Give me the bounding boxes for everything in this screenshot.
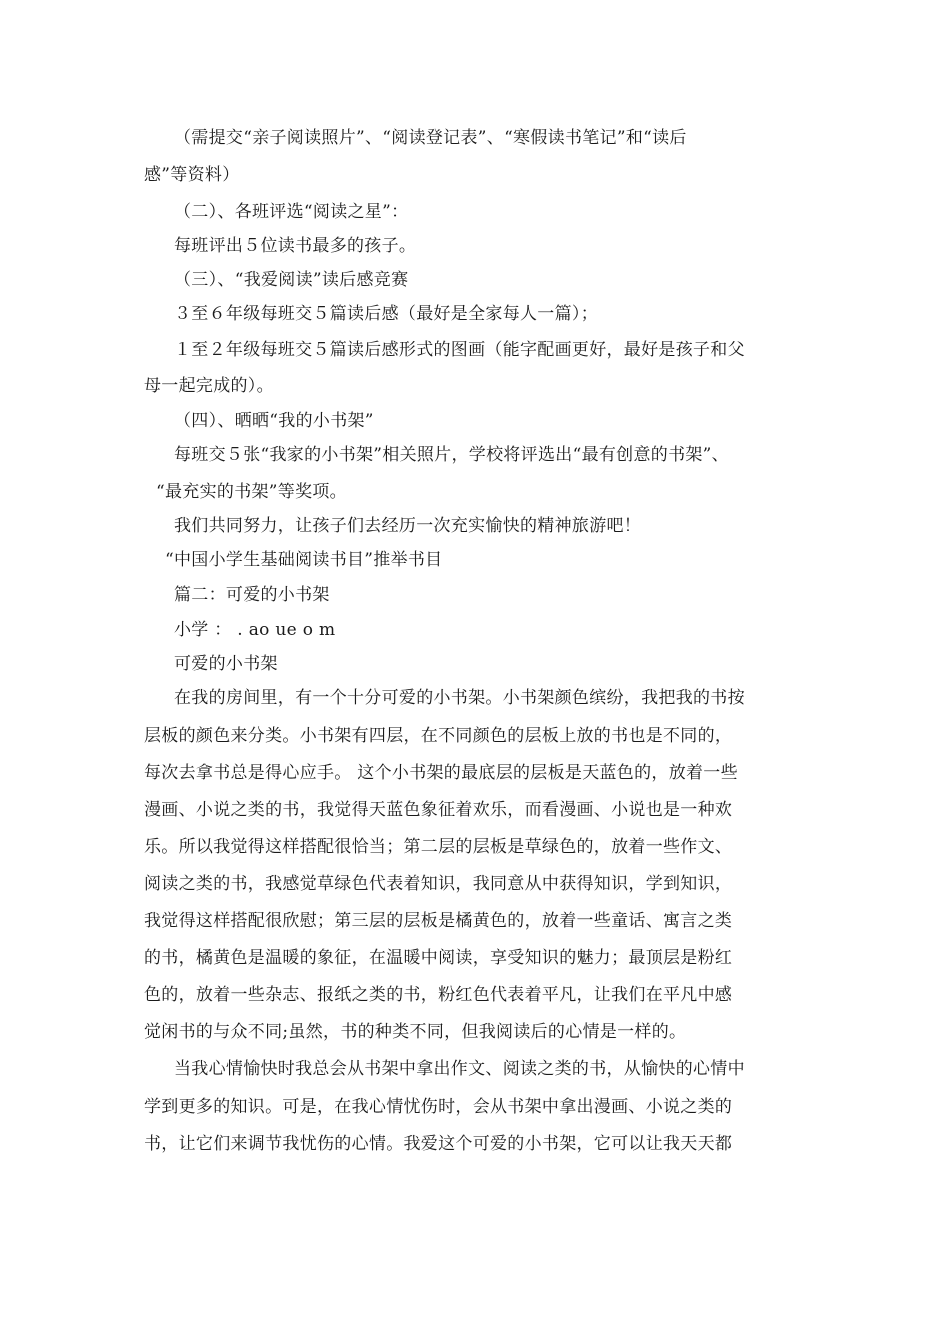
section-heading: （二）、各班评选“阅读之星”： [174,202,409,222]
section-heading: （三）、“我爱阅读”读后感竞赛 [174,270,409,290]
text-line: 学到更多的知识。可是，在我心情忧伤时，会从书架中拿出漫画、小说之类的 [144,1097,733,1117]
text-line: 色的，放着一些杂志、报纸之类的书，粉红色代表着平凡，让我们在平凡中感 [144,985,733,1005]
text-line: 在我的房间里，有一个十分可爱的小书架。小书架颜色缤纷，我把我的书按 [174,688,745,708]
text-line: 层板的颜色来分类。小书架有四层，在不同颜色的层板上放的书也是不同的， [144,726,733,746]
text-line: 书，让它们来调节我忧伤的心情。我爱这个可爱的小书架，它可以让我天天都 [144,1134,733,1154]
text-line: 感”等资料） [144,165,240,185]
text-line: １至２年级每班交５篇读后感形式的图画（能字配画更好，最好是孩子和父 [174,340,745,360]
text-line: 母一起完成的）。 [144,376,274,396]
text-line: 每班评出５位读书最多的孩子。 [174,236,417,256]
text-line: 小学 ： . ao ue o m [174,620,336,640]
article-subtitle: 可爱的小书架 [174,654,278,674]
text-line: “中国小学生基础阅读书目”推举书目 [165,550,443,570]
text-line: 乐。所以我觉得这样搭配很恰当；第二层的层板是草绿色的，放着一些作文、 [144,837,733,857]
text-line: 我觉得这样搭配很欣慰；第三层的层板是橘黄色的，放着一些童话、寓言之类 [144,911,733,931]
text-line: 我们共同努力，让孩子们去经历一次充实愉快的精神旅游吧！ [174,516,642,536]
text-line: （需提交“亲子阅读照片”、“阅读登记表”、“寒假读书笔记”和“读后 [174,128,687,148]
section-heading: （四）、晒晒“我的小书架” [174,411,374,431]
text-line: “最充实的书架”等奖项。 [156,482,347,502]
text-line: 觉闲书的与众不同;虽然，书的种类不同，但我阅读后的心情是一样的。 [144,1022,687,1042]
text-line: 阅读之类的书，我感觉草绿色代表着知识，我同意从中获得知识，学到知识， [144,874,733,894]
text-line: 每班交５张“我家的小书架”相关照片，学校将评选出“最有创意的书架”、 [174,445,729,465]
text-line: ３至６年级每班交５篇读后感（最好是全家每人一篇）； [174,304,598,324]
text-line: 当我心情愉快时我总会从书架中拿出作文、阅读之类的书，从愉快的心情中 [174,1059,745,1079]
article-title: 篇二：可爱的小书架 [174,585,330,605]
text-line: 漫画、小说之类的书，我觉得天蓝色象征着欢乐，而看漫画、小说也是一种欢 [144,800,733,820]
text-line: 的书，橘黄色是温暖的象征，在温暖中阅读，享受知识的魅力；最顶层是粉红 [144,948,733,968]
text-line: 每次去拿书总是得心应手。 这个小书架的最底层的层板是天蓝色的，放着一些 [144,763,738,783]
